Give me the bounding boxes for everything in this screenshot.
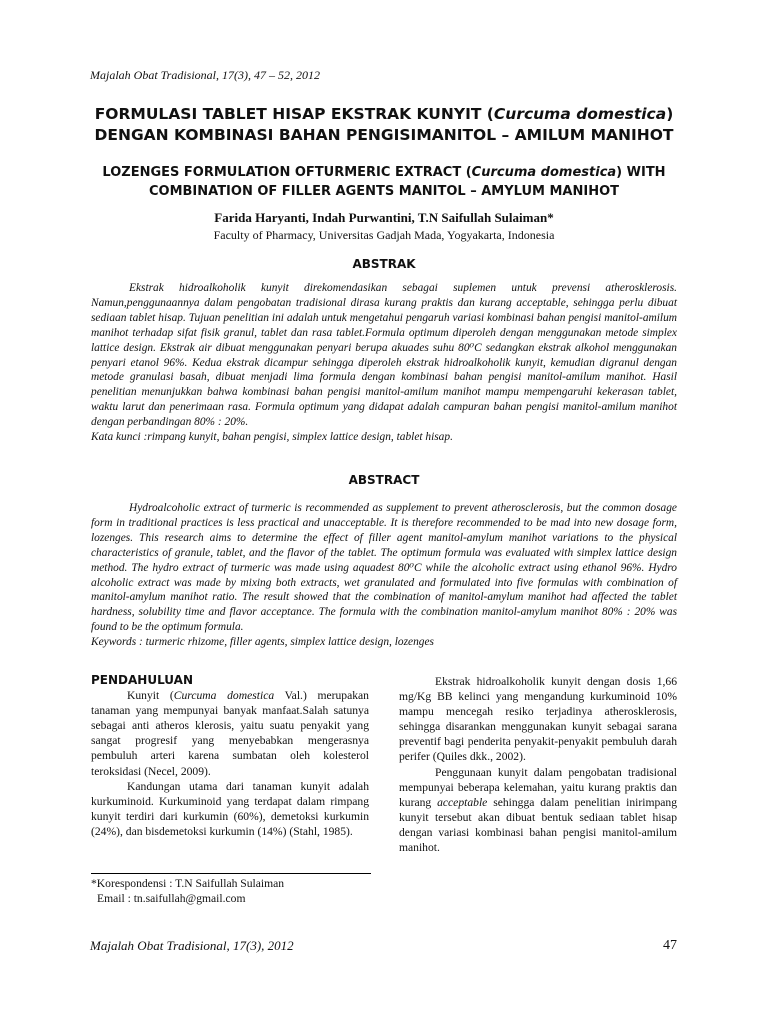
intro-paragraph-2: Kandungan utama dari tanaman kunyit adalah kurkuminoid. Kurkuminoid yang terdapat dalam rimpang kunyit terdiri dari kurkumin (60%), demetoksi kurkumin (24%), dan bisdemetoksi kurkumin (14%) (Stahl, 1985). [91,779,369,838]
journal-header: Majalah Obat Tradisional, 17(3), 47 – 52, 2012 [90,68,321,82]
indonesian-title-line2: DENGAN KOMBINASI BAHAN PENGISIMANITOL – AMILUM MANIHOT [94,126,674,144]
email: Email : tn.saifullah@gmail.com [97,892,246,905]
affiliation: Faculty of Pharmacy, Universitas Gadjah Mada, Yogyakarta, Indonesia [213,228,555,242]
indonesian-title [70,104,698,146]
footnote [91,876,284,906]
correspondence: *Korespondensi : T.N Saifullah Sulaiman [91,877,285,890]
abstrak-heading: ABSTRAK [352,257,416,271]
english-title [70,163,698,201]
abstrak-keywords: Kata kunci :rimpang kunyit, bahan pengisi, simplex lattice design, tablet hisap. [91,431,453,444]
page-number: 47 [663,938,677,953]
english-title-line1: LOZENGES FORMULATION OFTURMERIC EXTRACT (Curcuma domestica) WITH [102,165,666,180]
footnote-rule [91,873,371,874]
abstract-body: Hydroalcoholic extract of turmeric is recommended as supplement to prevent atherosclerosis, but the common dosage form in traditional practices is less practical and unacceptable. It is therefore recommended to be mad into new dosage form, lozenges. This research aims to determine the effect of filler agent manitol-amylum manihot variations to the physical characteristics of granule, tablet, and the flavor of the tablet. The optimum formula was evaluated with simplex lattice design method. The hydro extract of turmeric was made using aquadest 80⁰C while the alcoholic extract using ethanol 96%. Hydro alcoholic extract was made by mixing both extracts, wet granulated and formulated into five formulas with combination of manitol-amylum manihot ratio. The result showed that the combination of manitol-amylum manihot had affected the tablet hardness, solubility time and flavor acceptance. The formula with the combination manitol-amylum manihot 80% : 20% was found to be the optimum formula. [91,502,677,634]
english-title-line2: COMBINATION OF FILLER AGENTS MANITOL – AMYLUM MANIHOT [148,184,619,199]
pendahuluan-heading: PENDAHULUAN [91,673,193,687]
intro-paragraph-1: Kunyit (Curcuma domestica Val.) merupakan tanaman yang mempunyai banyak manfaat.Salah satunya sebagai anti atheros klerosis, yaitu suatu penyakit yang sangat progresif yang menyebabkan mengerasnya pembuluh arteri karena sumbatan oleh kolesterol teroksidasi (Necel, 2009). [91,689,369,778]
abstract-keywords: Keywords : turmeric rhizome, filler agents, simplex lattice design, lozenges [91,636,434,649]
left-column [91,673,369,839]
intro-paragraph-4: Penggunaan kunyit dalam pengobatan tradisional mempunyai beberapa kelemahan, yaitu kurang praktis dan kurang acceptable sehingga dalam penelitian inirimpang kunyit tersebut akan dibuat bentuk sediaan tablet hisap dengan variasi kombinasi bahan pengisi manitol-amilum manihot. [399,765,677,855]
right-column [399,674,677,855]
abstrak-text [91,281,677,445]
indonesian-title-line1: FORMULASI TABLET HISAP EKSTRAK KUNYIT (Curcuma domestica) [94,105,674,123]
abstract-heading: ABSTRACT [348,473,420,487]
journal-footer: Majalah Obat Tradisional, 17(3), 2012 [90,938,294,953]
abstract-text [91,501,677,650]
authors: Farida Haryanti, Indah Purwantini, T.N Saifullah Sulaiman* [214,210,554,225]
intro-paragraph-3: Ekstrak hidroalkoholik kunyit dengan dosis 1,66 mg/Kg BB kelinci yang mengandung kurkuminoid 10% mampu mencegah resiko terjadinya atherosklerosis, sehingga disarankan menggunakan kunyit sebagai sarana preventif bagi penderita penyakit-penyakit pembuluh darah perifer (Quiles dkk., 2002). [399,675,677,764]
abstrak-body: Ekstrak hidroalkoholik kunyit direkomendasikan sebagai suplemen untuk prevensi atherosklerosis. Namun,penggunaannya dalam pengobatan tradisional dirasa kurang praktis dan kurang acceptable, sehingga perlu dibuat sediaan tablet hisap. Tujuan penelitian ini adalah untuk mengetahui pengaruh variasi kombinasi bahan pengisi manitol-amilum manihot terhadap sifat fisik granul, tablet dan rasa tablet.Formula optimum diperoleh dengan menggunakan metode simplex lattice design. Ekstrak air dibuat menggunakan penyari berupa akuades suhu 80⁰C sedangkan ekstrak alkohol menggunakan penyari etanol 96%. Kedua ekstrak dicampur sehingga diperoleh ekstrak hidroalkoholik kunyit, kemudian digranul dengan metode granulasi basah, dibuat menjadi lima formula dengan kombinasi bahan pengisi manitol-amilum manihot. Hasil penelitian menunjukkan bahwa kombinasi bahan pengisi manitol-amilum manihot mampu mempengaruhi kekerasan tablet, waktu larut dan penerimaan rasa. Formula optimum yang didapat adalah campuran bahan pengisi manitol-amilum manihot dengan perbandingan 80% : 20%. [91,282,677,429]
